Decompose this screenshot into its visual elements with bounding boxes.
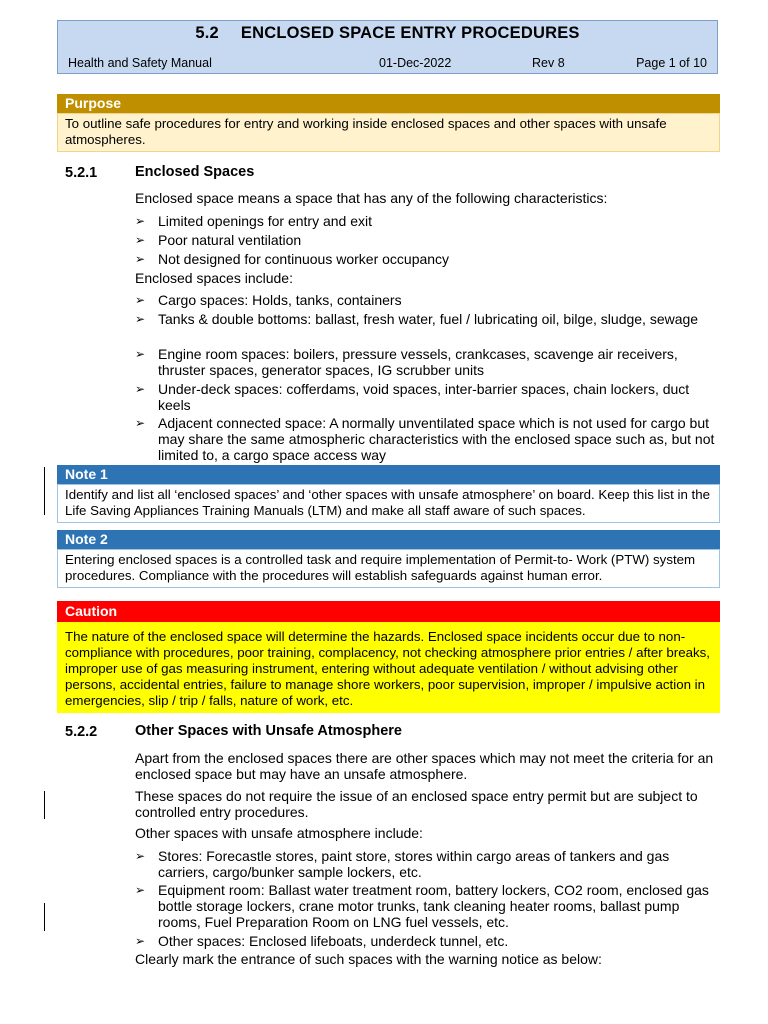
list-item: ➢ Equipment room: Ballast water treatment room, battery lockers, CO2 room, enclosed gas bottle storage lockers, crane motor trunks, tank cleaning heater rooms, ballast pump rooms, Fuel Preparation Room on LNG fuel vessels, etc. bbox=[135, 882, 709, 930]
list-item: ➢ Other spaces: Enclosed lifeboats, underdeck tunnel, etc. bbox=[135, 933, 509, 949]
section-5-2-2-number: 5.2.2 bbox=[65, 724, 98, 740]
revision: Rev 8 bbox=[532, 56, 565, 70]
note-2-heading: Note 2 bbox=[57, 530, 720, 549]
arrowhead-bullet-icon: ➢ bbox=[135, 293, 146, 307]
note-2-text: Entering enclosed spaces is a controlled task and require implementation of Permit-to- Work (PTW) system procedures. Compliance with the procedures will establish safeguards against human error. bbox=[57, 549, 720, 588]
note-2-box bbox=[57, 530, 720, 588]
purpose-text: To outline safe procedures for entry and working inside enclosed spaces and other spaces with unsafe atmospheres. bbox=[57, 113, 720, 152]
arrowhead-bullet-icon: ➢ bbox=[135, 347, 146, 361]
enclosed-spaces-include-label: Enclosed spaces include: bbox=[135, 270, 293, 286]
list-item: ➢ Poor natural ventilation bbox=[135, 232, 302, 248]
arrowhead-bullet-icon: ➢ bbox=[135, 416, 146, 430]
arrowhead-bullet-icon: ➢ bbox=[135, 382, 146, 396]
arrowhead-bullet-icon: ➢ bbox=[135, 233, 146, 247]
arrowhead-bullet-icon: ➢ bbox=[135, 934, 146, 948]
list-item: ➢ Not designed for continuous worker occupancy bbox=[135, 251, 450, 267]
section-5-2-1-number: 5.2.1 bbox=[65, 165, 98, 181]
document-header bbox=[57, 20, 718, 74]
list-item: ➢ Stores: Forecastle stores, paint store, stores within cargo areas of tankers and gas carriers, cargo/bunker sample lockers, etc. bbox=[135, 848, 670, 880]
warning-notice-instruction: Clearly mark the entrance of such spaces with the warning notice as below: bbox=[135, 951, 602, 967]
purpose-box bbox=[57, 94, 720, 152]
arrowhead-bullet-icon: ➢ bbox=[135, 883, 146, 897]
arrowhead-bullet-icon: ➢ bbox=[135, 214, 146, 228]
other-spaces-paragraph-2: These spaces do not require the issue of an enclosed space entry permit but are subject to controlled entry procedures. bbox=[135, 788, 698, 820]
list-item: ➢ Under-deck spaces: cofferdams, void spaces, inter-barrier spaces, chain lockers, duct keels bbox=[135, 381, 690, 413]
list-item: ➢ Cargo spaces: Holds, tanks, containers bbox=[135, 292, 402, 308]
caution-heading: Caution bbox=[57, 601, 720, 622]
note-1-box bbox=[57, 465, 720, 523]
list-item: ➢ Adjacent connected space: A normally unventilated space which is not used for cargo but may share the same atmospheric characteristics with the enclosed space such as, but not limited to, a cargo space access way bbox=[135, 415, 715, 463]
revision-bar bbox=[44, 467, 45, 515]
issue-date: 01-Dec-2022 bbox=[379, 56, 452, 70]
purpose-heading: Purpose bbox=[57, 94, 720, 113]
other-spaces-paragraph-1: Apart from the enclosed spaces there are other spaces which may not meet the criteria for an enclosed space but may have an unsafe atmosphere. bbox=[135, 750, 714, 782]
caution-box bbox=[57, 601, 720, 713]
revision-bar bbox=[44, 903, 45, 931]
arrowhead-bullet-icon: ➢ bbox=[135, 312, 146, 326]
manual-name: Health and Safety Manual bbox=[68, 56, 212, 70]
revision-bar bbox=[44, 791, 45, 819]
arrowhead-bullet-icon: ➢ bbox=[135, 849, 146, 863]
note-1-text: Identify and list all ‘enclosed spaces’ and ‘other spaces with unsafe atmosphere’ on board. Keep this list in the Life Saving Appliances Training Manuals (LTM) and make all staff aware of such spaces. bbox=[57, 484, 720, 523]
page-number: Page 1 of 10 bbox=[636, 56, 707, 70]
list-item: ➢ Limited openings for entry and exit bbox=[135, 213, 373, 229]
list-item: ➢ Tanks & double bottoms: ballast, fresh water, fuel / lubricating oil, bilge, sludge, sewage bbox=[135, 311, 699, 327]
list-item: ➢ Engine room spaces: boilers, pressure vessels, crankcases, scavenge air receivers, thruster spaces, generator spaces, IG scrubber units bbox=[135, 346, 678, 378]
note-1-heading: Note 1 bbox=[57, 465, 720, 484]
section-5-2-1-title: Enclosed Spaces bbox=[135, 164, 255, 180]
section-title: ENCLOSED SPACE ENTRY PROCEDURES bbox=[240, 24, 580, 42]
section-5-2-2-title: Other Spaces with Unsafe Atmosphere bbox=[135, 723, 402, 739]
other-spaces-include-label: Other spaces with unsafe atmosphere include: bbox=[135, 825, 423, 841]
arrowhead-bullet-icon: ➢ bbox=[135, 252, 146, 266]
document-title bbox=[58, 24, 717, 43]
section-number: 5.2 bbox=[195, 24, 219, 42]
enclosed-space-definition: Enclosed space means a space that has any of the following characteristics: bbox=[135, 190, 608, 206]
caution-text: The nature of the enclosed space will determine the hazards. Enclosed space incidents occur due to non-compliance with procedures, poor training, complacency, not checking atmosphere prior entries / after breaks, improper use of gas measuring instrument, entering without adequate ventilation / without advising other persons, accidental entries, failure to manage shore workers, poor supervision, improper / impulsive action in emergencies, slip / trip / falls, nature of work, etc. bbox=[57, 622, 720, 713]
